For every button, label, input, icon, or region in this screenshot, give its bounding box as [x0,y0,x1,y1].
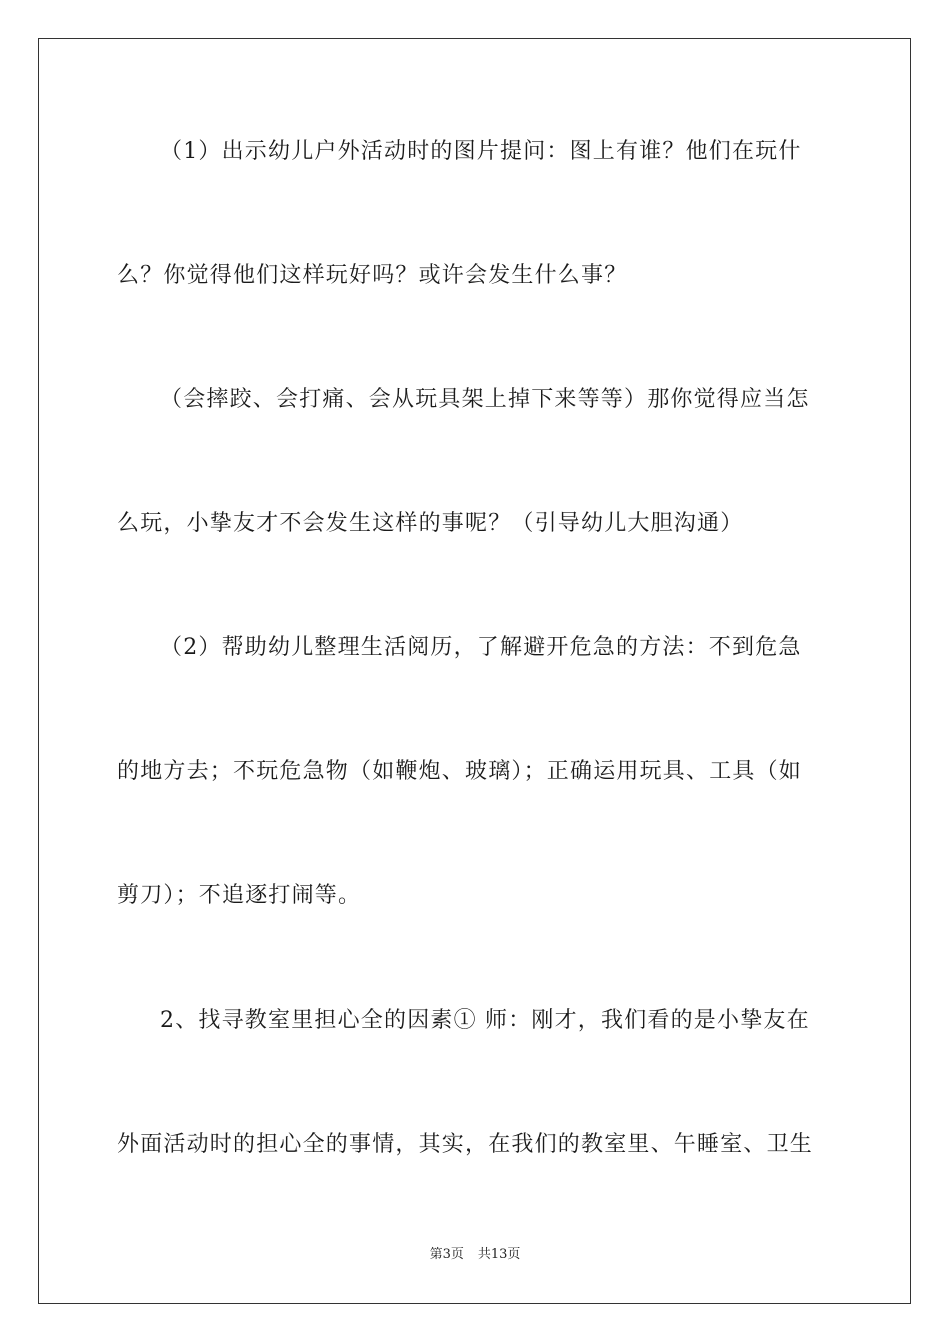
text-line: （1）出示幼儿户外活动时的图片提问：图上有谁？他们在玩什 [160,139,802,164]
page-border [38,38,911,1304]
text-line: 2、找寻教室里担心全的因素① 师：刚才，我们看的是小挚友在 [160,1008,810,1033]
page-total: 共13页 [477,1247,521,1262]
text-line: 剪刀）；不追逐打闹等。 [117,883,362,908]
text-line: （会摔跤、会打痛、会从玩具架上掉下来等等）那你觉得应当怎 [160,387,810,412]
page-footer [0,1246,950,1264]
text-line: 么玩，小挚友才不会发生这样的事呢？（引导幼儿大胆沟通） [117,511,744,536]
text-line: （2）帮助幼儿整理生活阅历，了解避开危急的方法：不到危急 [160,635,802,660]
text-line: 的地方去；不玩危急物（如鞭炮、玻璃）；正确运用玩具、工具（如 [117,759,803,784]
text-line: 外面活动时的担心全的事情，其实，在我们的教室里、午睡室、卫生 [117,1132,814,1157]
text-line: 么？你觉得他们这样玩好吗？或许会发生什么事？ [117,263,628,288]
page-number: 第3页 [429,1247,464,1262]
